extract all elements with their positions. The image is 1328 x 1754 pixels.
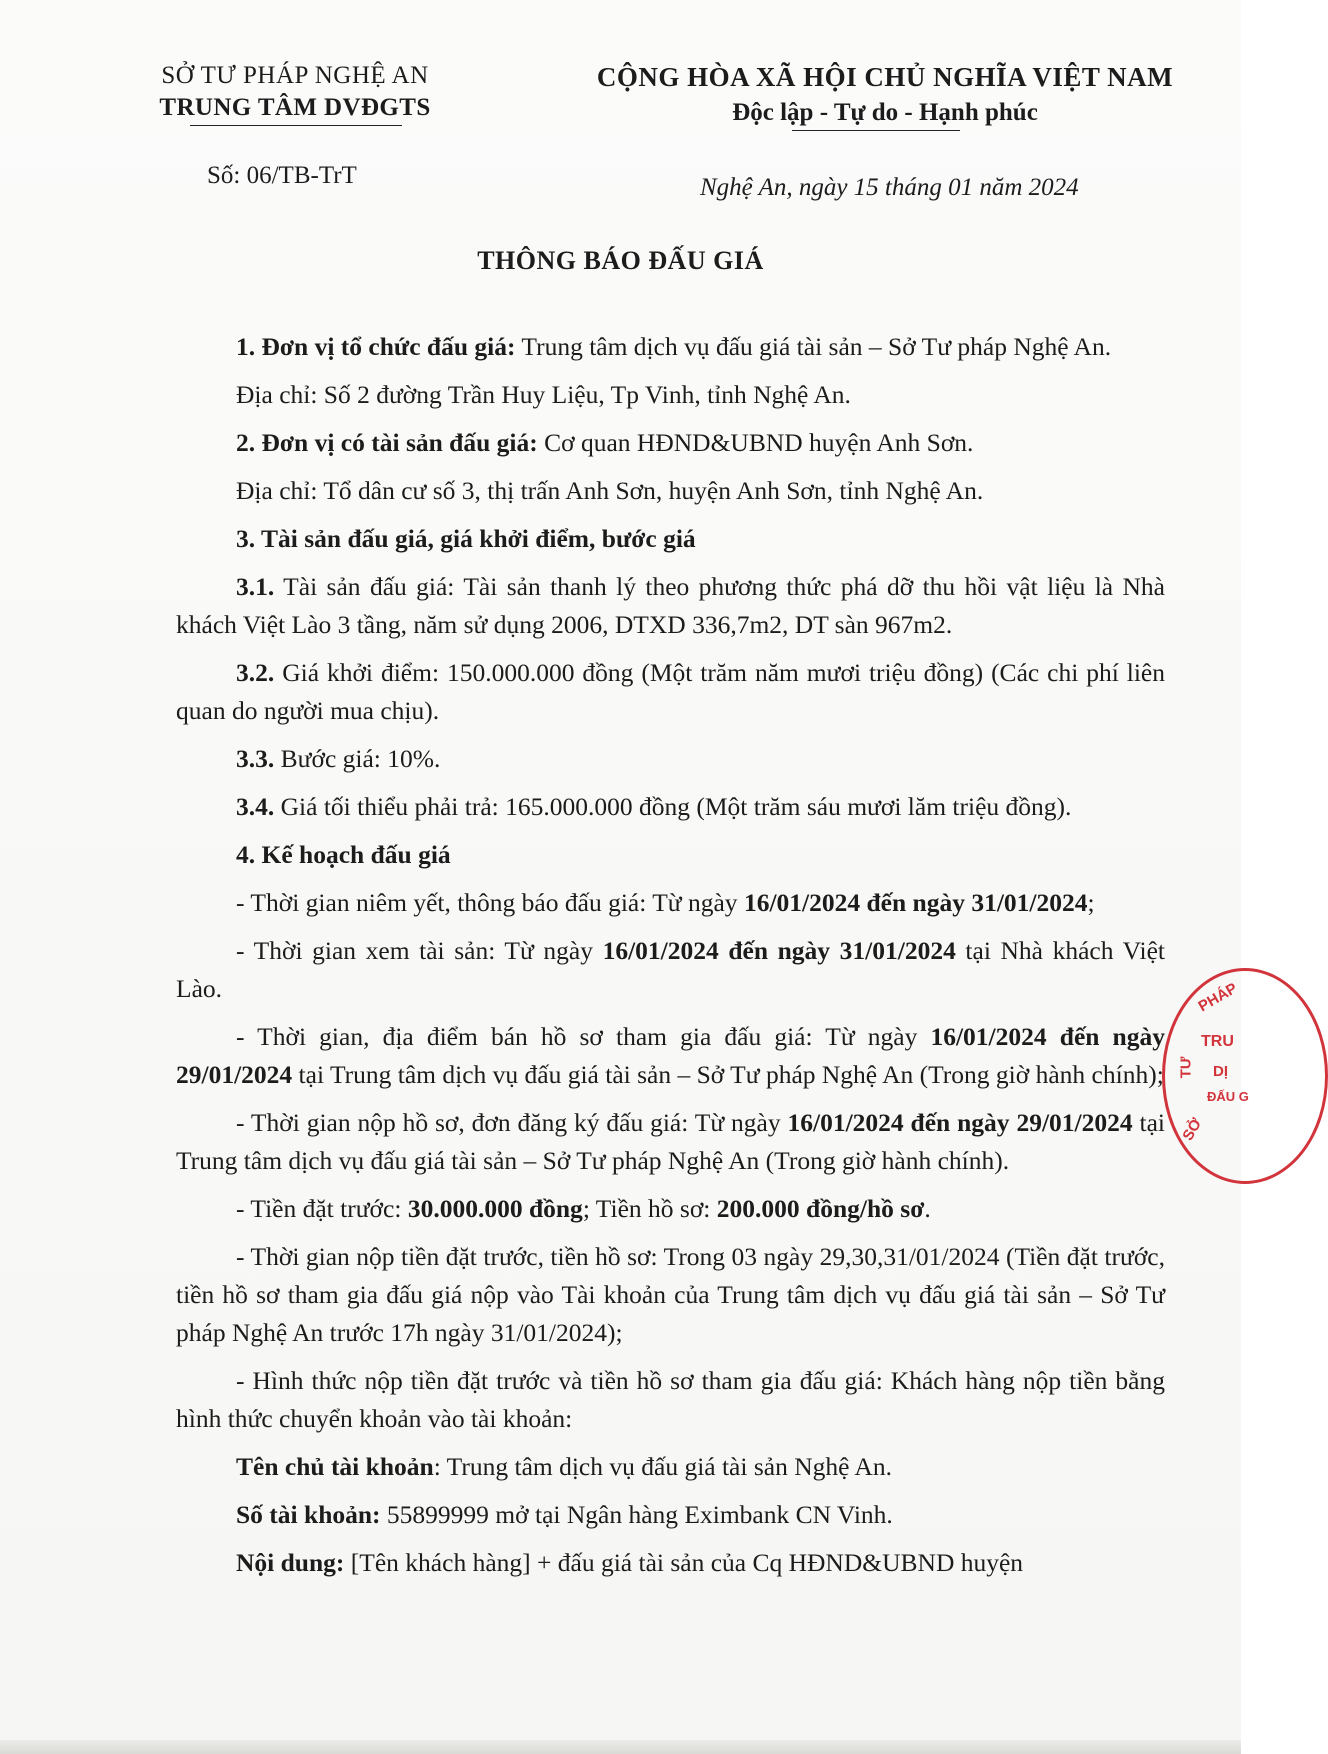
listing-period-tail: ; <box>1087 888 1095 917</box>
account-holder-label: Tên chủ tài khoản <box>236 1452 434 1481</box>
item-3-4 <box>176 788 1165 826</box>
section-1-label: 1. Đơn vị tổ chức đấu giá: <box>236 332 516 361</box>
issuing-unit-text: TRUNG TÂM DVĐGTS <box>159 94 431 121</box>
item-3-4-number: 3.4. <box>236 792 275 821</box>
section-2-asset-owner <box>176 424 1165 462</box>
stamp-text-dau: ĐẤU G <box>1207 1089 1249 1104</box>
transfer-content-value: [Tên khách hàng] + đấu giá tài sản của Cq HĐND&UBND huyện <box>344 1548 1024 1577</box>
dossier-sale-period <box>176 1018 1165 1094</box>
section-2-text: Cơ quan HĐND&UBND huyện Anh Sơn. <box>537 428 974 457</box>
account-holder-value: : Trung tâm dịch vụ đấu giá tài sản Nghệ An. <box>433 1452 892 1481</box>
section-3-heading: 3. Tài sản đấu giá, giá khởi điểm, bước giá <box>236 524 696 553</box>
dossier-sale-lead: - Thời gian, địa điểm bán hồ sơ tham gia đấu giá: Từ ngày <box>236 1022 931 1051</box>
stamp-text-tu: TƯ <box>1177 1056 1195 1079</box>
document-body <box>176 328 1165 1592</box>
viewing-period-tail: tại Nhà khách Việt Lào. <box>176 936 1165 1003</box>
payment-period: - Thời gian nộp tiền đặt trước, tiền hồ sơ: Trong 03 ngày 29,30,31/01/2024 (Tiền đặt trước, tiền hồ sơ tham gia đấu giá nộp vào Tài khoản của Trung tâm dịch vụ đấu giá tài sản – Sở Tư pháp Nghệ An trước 17h ngày 31/01/2024); <box>176 1242 1165 1347</box>
document-title: THÔNG BÁO ĐẤU GIÁ <box>477 246 764 275</box>
parent-agency: SỞ TƯ PHÁP NGHỆ AN <box>161 62 429 89</box>
item-3-3 <box>176 740 1165 778</box>
deposit-lead: - Tiền đặt trước: <box>236 1194 408 1223</box>
item-3-1 <box>176 568 1165 644</box>
red-seal-stamp <box>1162 968 1328 1184</box>
registration-dates: 16/01/2024 đến ngày 29/01/2024 <box>787 1108 1133 1137</box>
issuing-unit <box>130 94 460 122</box>
registration-tail: tại Trung tâm dịch vụ đấu giá tài sản – Sở Tư pháp Nghệ An (Trong giờ hành chính). <box>176 1108 1165 1175</box>
dossier-sale-dates: 16/01/2024 đến ngày 29/01/2024 <box>176 1022 1165 1089</box>
deposit-and-fee <box>176 1190 1165 1228</box>
account-number <box>176 1496 1165 1534</box>
section-2-address: Địa chỉ: Tổ dân cư số 3, thị trấn Anh Sơn, huyện Anh Sơn, tỉnh Nghệ An. <box>236 476 984 505</box>
section-2-label: 2. Đơn vị có tài sản đấu giá: <box>236 428 538 457</box>
transfer-content-label: Nội dung: <box>236 1548 345 1577</box>
dossier-sale-tail: tại Trung tâm dịch vụ đấu giá tài sản – Sở Tư pháp Nghệ An (Trong giờ hành chính); <box>292 1060 1164 1089</box>
item-3-2-text: Giá khởi điểm: 150.000.000 đồng (Một trăm năm mươi triệu đồng) (Các chi phí liên quan do người mua chịu). <box>176 658 1165 725</box>
issuing-org-block <box>130 62 460 122</box>
document-number: Số: 06/TB-TrT <box>207 162 357 189</box>
listing-period-dates: 16/01/2024 đến ngày 31/01/2024 <box>743 888 1088 917</box>
item-3-3-text: Bước giá: 10%. <box>274 744 441 773</box>
deposit-tail: . <box>924 1194 931 1223</box>
country-name: CỘNG HÒA XÃ HỘI CHỦ NGHĨA VIỆT NAM <box>596 62 1174 92</box>
section-4-heading: 4. Kế hoạch đấu giá <box>236 840 451 869</box>
place-and-date: Nghệ An, ngày 15 tháng 01 năm 2024 <box>700 174 1079 201</box>
viewing-period <box>176 932 1165 1008</box>
national-motto-text: Độc lập - Tự do - Hạnh phúc <box>732 99 1038 126</box>
section-1-organizer <box>176 328 1165 366</box>
item-3-3-number: 3.3. <box>236 744 275 773</box>
national-heading-block <box>575 62 1195 127</box>
stamp-text-di: DỊ <box>1213 1063 1228 1080</box>
item-3-2-number: 3.2. <box>236 658 275 687</box>
stamp-text-tru: TRU <box>1201 1033 1234 1050</box>
item-3-2 <box>176 654 1165 730</box>
page-bottom-edge <box>0 1740 1241 1754</box>
fee-lead: ; Tiền hồ sơ: <box>582 1194 717 1223</box>
listing-period <box>176 884 1165 922</box>
fee-amount: 200.000 đồng/hồ sơ <box>716 1194 925 1223</box>
item-3-1-number: 3.1. <box>236 572 275 601</box>
listing-period-lead: - Thời gian niêm yết, thông báo đấu giá: Từ ngày <box>236 888 744 917</box>
account-number-label: Số tài khoản: <box>236 1500 381 1529</box>
stamp-text-so: SỞ <box>1179 1115 1206 1144</box>
stamp-text-phap: PHÁP <box>1195 979 1241 1016</box>
registration-period <box>176 1104 1165 1180</box>
transfer-content <box>176 1544 1165 1582</box>
account-number-value: 55899999 mở tại Ngân hàng Eximbank CN Vinh. <box>380 1500 893 1529</box>
registration-lead: - Thời gian nộp hồ sơ, đơn đăng ký đấu giá: Từ ngày <box>236 1108 788 1137</box>
section-1-address: Địa chỉ: Số 2 đường Trần Huy Liệu, Tp Vinh, tỉnh Nghệ An. <box>236 380 851 409</box>
national-motto-underline <box>792 130 960 131</box>
viewing-period-lead: - Thời gian xem tài sản: Từ ngày <box>236 936 603 965</box>
item-3-1-text: Tài sản đấu giá: Tài sản thanh lý theo phương thức phá dỡ thu hồi vật liệu là Nhà khách Việt Lào 3 tầng, năm sử dụng 2006, DTXD 336,7m2, DT sàn 967m2. <box>176 572 1165 639</box>
viewing-period-dates: 16/01/2024 đến ngày 31/01/2024 <box>602 936 956 965</box>
payment-method: - Hình thức nộp tiền đặt trước và tiền hồ sơ tham gia đấu giá: Khách hàng nộp tiền bằng hình thức chuyển khoản vào tài khoản: <box>176 1366 1165 1433</box>
issuing-unit-underline <box>190 125 402 126</box>
account-holder <box>176 1448 1165 1486</box>
section-1-text: Trung tâm dịch vụ đấu giá tài sản – Sở Tư pháp Nghệ An. <box>515 332 1112 361</box>
item-3-4-text: Giá tối thiểu phải trả: 165.000.000 đồng (Một trăm sáu mươi lăm triệu đồng). <box>274 792 1072 821</box>
national-motto <box>732 99 1038 127</box>
deposit-amount: 30.000.000 đồng <box>407 1194 583 1223</box>
